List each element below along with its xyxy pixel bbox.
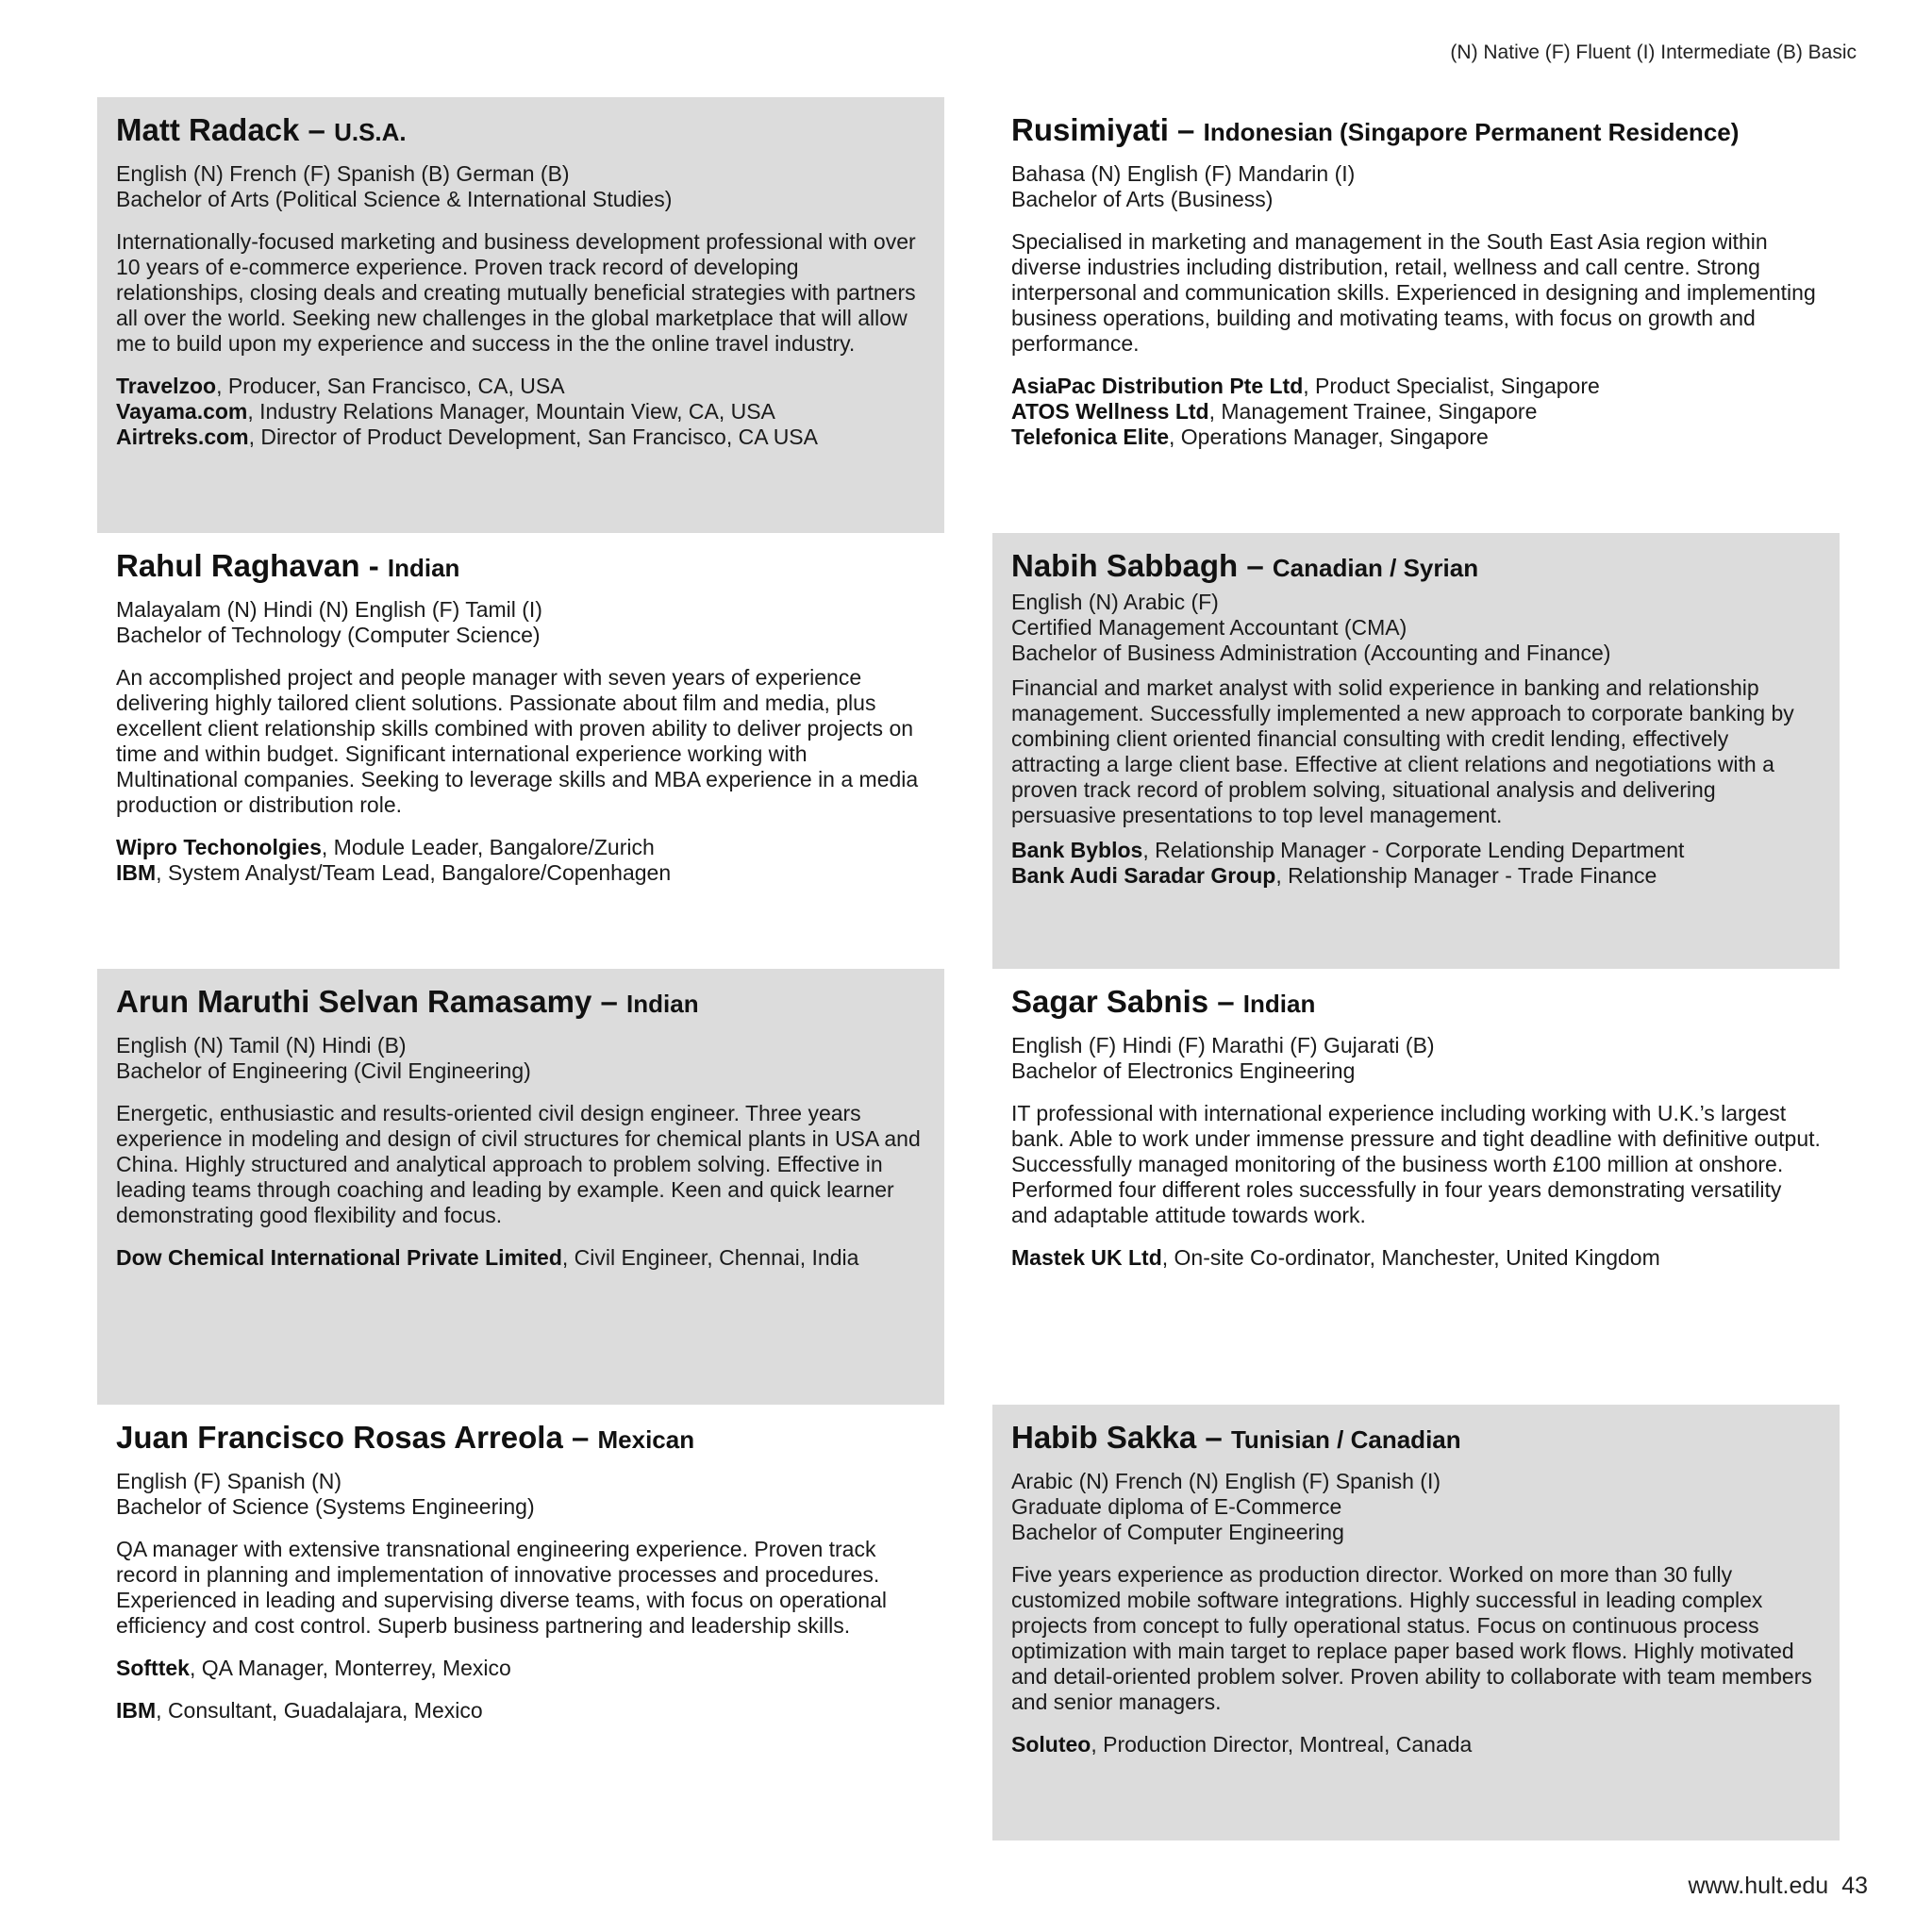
profile-bio: An accomplished project and people manager with seven years of experience delivering highly tailored client solutions. Passionate about film and media, plus excellent client relationship skills combined with proven ability to deliver projects on time and within budget. Significant international experience working with Multinational companies. Seeking to leverage skills and MBA experience in a media production or distribution role.	[116, 664, 919, 817]
profile-job: Travelzoo, Producer, San Francisco, CA, USA	[116, 373, 565, 398]
language-legend: (N) Native (F) Fluent (I) Intermediate (B) Basic	[1450, 42, 1857, 63]
profile-job: Soluteo, Production Director, Montreal, Canada	[1011, 1731, 1473, 1757]
profile-job: AsiaPac Distribution Pte Ltd, Product Specialist, Singapore	[1011, 373, 1600, 398]
profile-job: IBM, System Analyst/Team Lead, Bangalore/Copenhagen	[116, 859, 672, 885]
profile-bio: QA manager with extensive transnational engineering experience. Proven track record in planning and implementation of innovative processes and procedures. Experienced in leading and supervising diverse teams, with focus on operational efficiency and cost control. Superb business partnering and leadership skills.	[116, 1536, 887, 1638]
profile-degree: Bachelor of Arts (Political Science & International Studies)	[116, 186, 673, 211]
page-number: 43	[1841, 1873, 1868, 1899]
profile-languages: Arabic (N) French (N) English (F) Spanish (I)	[1011, 1468, 1441, 1493]
profile-degree: Bachelor of Business Administration (Accounting and Finance)	[1011, 640, 1611, 665]
profile-name: Rahul Raghavan - Indian	[116, 548, 460, 583]
profile-languages: English (F) Spanish (N)	[116, 1468, 342, 1493]
profile-job: Telefonica Elite, Operations Manager, Singapore	[1011, 424, 1489, 449]
profile-bio: Internationally-focused marketing and business development professional with over 10 years of e-commerce experience. Proven track record of developing relationships, closing deals and creating mutually beneficial strategies with partners all over the world. Seeking new challenges in the global marketplace that will allow me to build upon my experience and success in the the online travel industry.	[116, 228, 916, 356]
profile-degree: Bachelor of Computer Engineering	[1011, 1519, 1344, 1544]
profile-nationality: Indian	[1242, 990, 1316, 1018]
profile-card	[97, 97, 944, 533]
profile-job: ATOS Wellness Ltd, Management Trainee, Singapore	[1011, 398, 1538, 424]
profile-card	[992, 1405, 1840, 1840]
profile-job: Dow Chemical International Private Limited, Civil Engineer, Chennai, India	[116, 1244, 859, 1270]
profile-languages: Bahasa (N) English (F) Mandarin (I)	[1011, 160, 1356, 186]
profile-card	[992, 97, 1840, 533]
profile-certification: Certified Management Accountant (CMA)	[1011, 614, 1407, 640]
profile-job: Vayama.com, Industry Relations Manager, Mountain View, CA, USA	[116, 398, 775, 424]
profile-degree: Bachelor of Engineering (Civil Engineering)	[116, 1058, 531, 1083]
profile-job: IBM, Consultant, Guadalajara, Mexico	[116, 1697, 483, 1723]
profile-nationality: Canadian / Syrian	[1272, 554, 1479, 582]
profile-bio: Specialised in marketing and management in the South East Asia region within diverse industries including distribution, retail, wellness and call centre. Strong interpersonal and communication skills. Experienced in designing and implementing business operations, building and motivating teams, with focus on growth and performance.	[1011, 228, 1816, 356]
profile-name: Habib Sakka – Tunisian / Canadian	[1011, 1420, 1461, 1455]
profile-card	[97, 969, 944, 1405]
profile-bio: Five years experience as production director. Worked on more than 30 fully customized mobile software integrations. Highly successful in leading complex projects from concept to fully operational status. Focus on continuous process optimization with main target to replace paper based work flows. Highly motivated and detail-oriented problem solver. Proven ability to collaborate with team members and senior managers.	[1011, 1561, 1812, 1714]
profile-job: Airtreks.com, Director of Product Development, San Francisco, CA USA	[116, 424, 818, 449]
profile-name: Matt Radack – U.S.A.	[116, 112, 407, 147]
profile-nationality: Tunisian / Canadian	[1230, 1425, 1461, 1454]
profile-card	[97, 1405, 944, 1840]
profile-languages: English (N) Arabic (F)	[1011, 589, 1219, 614]
page-footer	[1688, 1873, 1868, 1900]
profile-nationality: Indian	[387, 554, 460, 582]
profile-job: Bank Byblos, Relationship Manager - Corporate Lending Department	[1011, 837, 1685, 862]
profile-diploma: Graduate diploma of E-Commerce	[1011, 1493, 1342, 1519]
profile-job: Mastek UK Ltd, On-site Co-ordinator, Manchester, United Kingdom	[1011, 1244, 1660, 1270]
profile-nationality: U.S.A.	[334, 118, 407, 146]
profile-degree: Bachelor of Science (Systems Engineering)	[116, 1493, 535, 1519]
profile-job: Bank Audi Saradar Group, Relationship Manager - Trade Finance	[1011, 862, 1657, 888]
profile-name: Arun Maruthi Selvan Ramasamy – Indian	[116, 984, 699, 1019]
profile-card	[97, 533, 944, 969]
profile-languages: English (N) Tamil (N) Hindi (B)	[116, 1032, 407, 1058]
profile-languages: English (F) Hindi (F) Marathi (F) Gujarati (B)	[1011, 1032, 1435, 1058]
profile-nationality: Indonesian (Singapore Permanent Residence)	[1203, 118, 1740, 146]
profile-nationality: Indian	[626, 990, 699, 1018]
profile-name: Sagar Sabnis – Indian	[1011, 984, 1316, 1019]
footer-url: www.hult.edu	[1688, 1873, 1829, 1899]
profile-card	[992, 969, 1840, 1405]
profile-languages: Malayalam (N) Hindi (N) English (F) Tamil (I)	[116, 596, 542, 622]
profile-job: Wipro Techonolgies, Module Leader, Bangalore/Zurich	[116, 834, 655, 859]
profile-languages: English (N) French (F) Spanish (B) German (B)	[116, 160, 570, 186]
profile-degree: Bachelor of Arts (Business)	[1011, 186, 1274, 211]
profile-bio: IT professional with international experience including working with U.K.’s largest bank. Able to work under immense pressure and tight deadline with definitive output. Successfully managed monitoring of the business worth £100 million at onshore. Performed four different roles successfully in four years demonstrating versatility and adaptable attitude towards work.	[1011, 1100, 1821, 1227]
profile-card	[992, 533, 1840, 969]
profile-degree: Bachelor of Technology (Computer Science)	[116, 622, 541, 647]
profile-degree: Bachelor of Electronics Engineering	[1011, 1058, 1356, 1083]
profile-job: Softtek, QA Manager, Monterrey, Mexico	[116, 1655, 511, 1680]
profile-name: Rusimiyati – Indonesian (Singapore Permanent Residence)	[1011, 112, 1740, 147]
profile-nationality: Mexican	[597, 1425, 695, 1454]
profile-name: Nabih Sabbagh – Canadian / Syrian	[1011, 548, 1479, 583]
profile-bio: Financial and market analyst with solid experience in banking and relationship management. Successfully implemented a new approach to corporate banking by combining client oriented financial consulting with credit lending, effectively attracting a large client base. Effective at client relations and negotiations with a proven track record of problem solving, situational analysis and delivering persuasive presentations to top level management.	[1011, 675, 1794, 827]
profile-bio: Energetic, enthusiastic and results-oriented civil design engineer. Three years experience in modeling and design of civil structures for chemical plants in USA and China. Highly structured and analytical approach to problem solving. Effective in leading teams through coaching and leading by example. Keen and quick learner demonstrating good flexibility and focus.	[116, 1100, 921, 1227]
profile-name: Juan Francisco Rosas Arreola – Mexican	[116, 1420, 695, 1455]
